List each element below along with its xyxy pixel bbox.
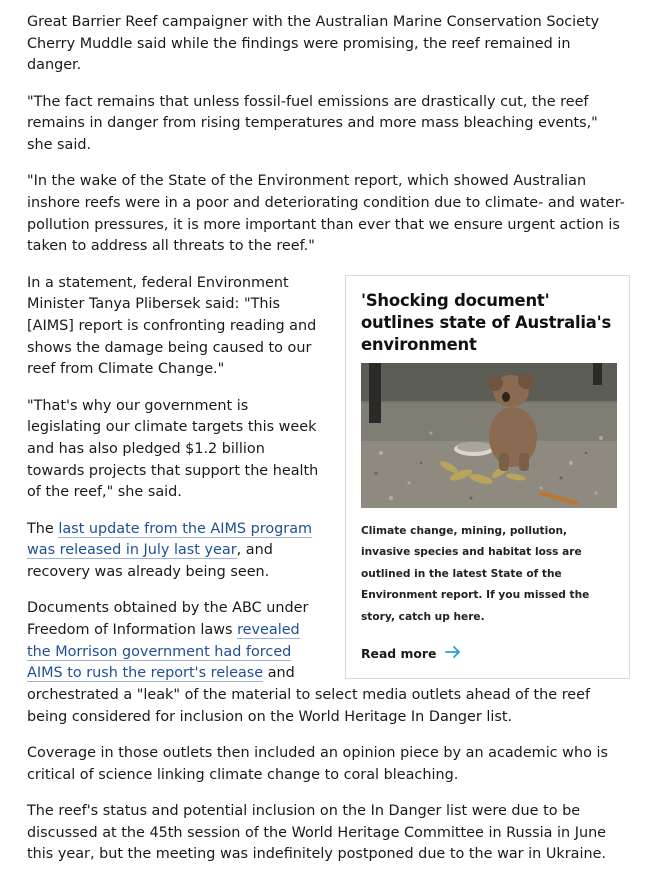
morrison-government-link[interactable]: revealed the Morrison government had forced AIMS to rush the report's release — [27, 621, 300, 682]
text-span: and orchestrated a "leak" of the material to select media outlets ahead of the reef being considered for inclusion on the World Heritage In Danger list. — [27, 665, 591, 725]
article-body — [27, 12, 627, 880]
related-story-title[interactable]: 'Shocking document' outlines state of Australia's environment — [361, 290, 612, 354]
text-span: The — [27, 520, 59, 537]
koala-photo[interactable] — [361, 363, 617, 508]
arrow-right-icon[interactable] — [445, 646, 461, 661]
paragraph-minister-quote: "That's why our government is legislating our climate targets this week and has also pledged $1.2 billion towards projects that support the health of the reef," she said. — [27, 397, 319, 501]
paragraph-quote-soe: "In the wake of the State of the Environment report, which showed Australian inshore reefs were in a poor and deteriorating condition due to climate- and water-pollution pressures, it is more important than ever that we ensure urgent action is taken to address all threats to the reef." — [27, 173, 625, 255]
paragraph-world-heritage: The reef's status and potential inclusion on the In Danger list were due to be discussed at the 45th session of the World Heritage Committee in Russia in June this year, but the meeting was indefinitely postponed due to the war in Ukraine. — [27, 802, 607, 863]
paragraph-campaigner: Great Barrier Reef campaigner with the Australian Marine Conservation Society Cherry Muddle said while the findings were promising, the reef remained in danger. — [27, 14, 600, 74]
paragraph-coverage: Coverage in those outlets then included an opinion piece by an academic who is critical of science linking climate change to coral bleaching. — [27, 744, 608, 783]
paragraph-quote-emissions: "The fact remains that unless fossil-fuel emissions are drastically cut, the reef remains in danger from rising temperatures and more mass bleaching events," she said. — [27, 93, 598, 154]
read-more-label[interactable]: Read more — [361, 645, 437, 661]
text-span: , and recovery was already being seen. — [27, 542, 273, 580]
related-story-card[interactable] — [345, 275, 630, 679]
koala-photo-illustration — [361, 363, 617, 508]
aims-update-link[interactable]: last update from the AIMS program was released in July last year — [27, 520, 313, 559]
paragraph-minister-statement: In a statement, federal Environment Minister Tanya Plibersek said: "This [AIMS] report is confronting reading and shows the damage being caused to our reef from Climate Change." — [27, 274, 317, 378]
read-more-link[interactable] — [361, 646, 461, 661]
related-story-description: Climate change, mining, pollution, invasive species and habitat loss are outlined in the latest State of the Environment report. If you missed the story, catch up here. — [361, 524, 590, 623]
text-span: Documents obtained by the ABC under Freedom of Information laws — [27, 600, 309, 638]
